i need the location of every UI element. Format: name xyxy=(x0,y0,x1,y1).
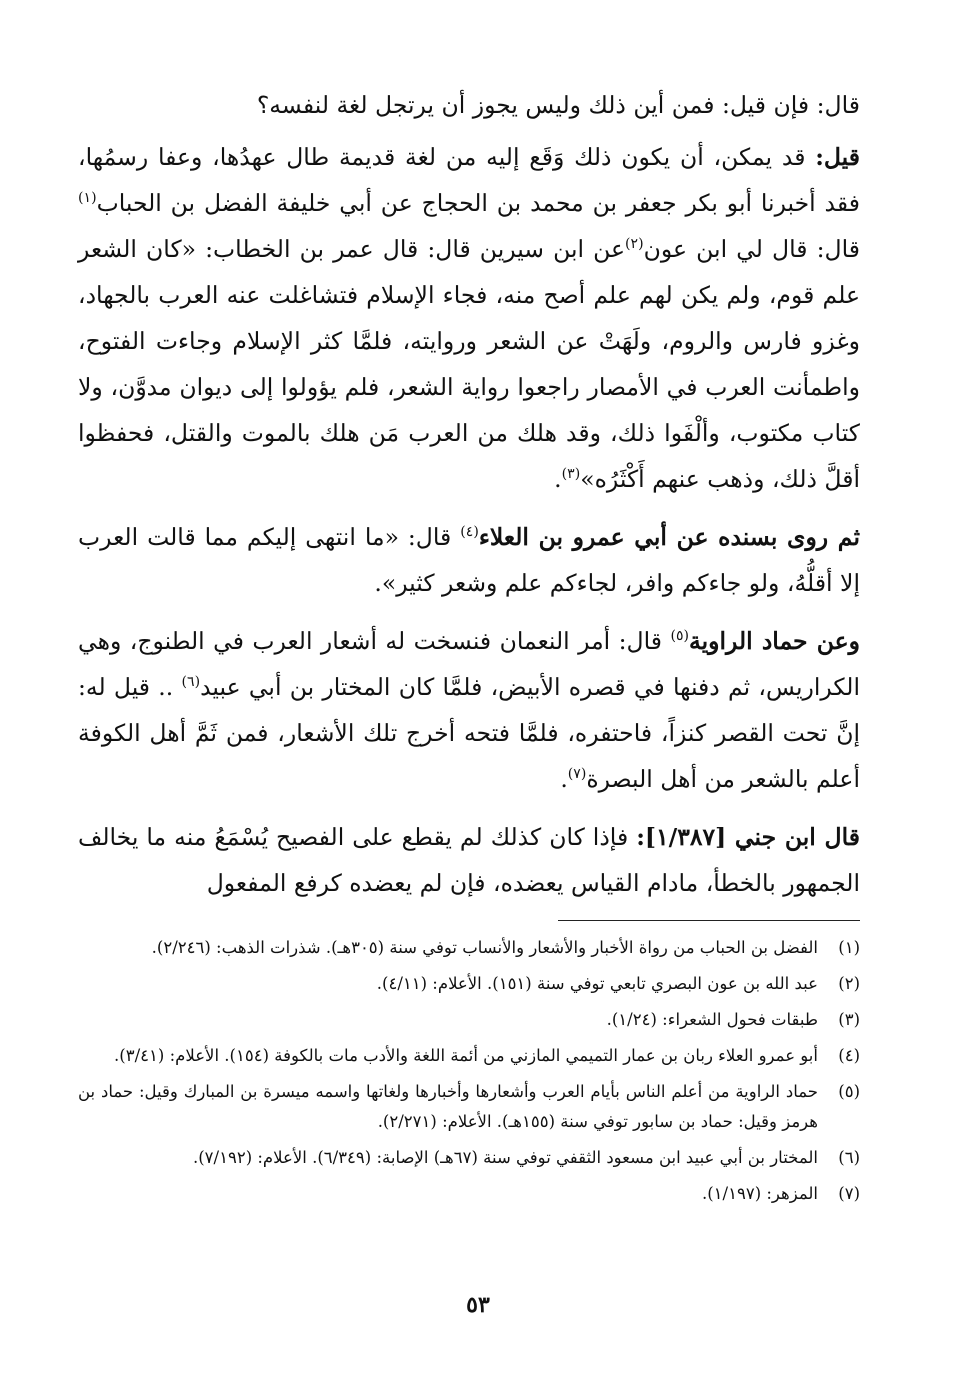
paragraph-text: . xyxy=(554,465,562,493)
paragraph xyxy=(78,618,860,802)
paragraph-text: قال: قال لي ابن عون xyxy=(643,235,860,263)
paragraph-lead: وعن حماد الراوية xyxy=(689,627,860,655)
footnote-ref: (٦) xyxy=(181,674,201,691)
footnote-text: عبد الله بن عون البصري تابعي توفي سنة (١٥١). الأعلام: (٤/١١). xyxy=(376,974,818,993)
footnote-text: حماد الراوية من أعلم الناس بأيام العرب وأشعارها وأخبارها ولغاتها واسمه ميسرة بن المبارك وقيل: حماد بن هرمز وقيل: حماد بن سابور توفي سنة (١٥٥هـ). الأعلام: (٢/٢٧١). xyxy=(78,1082,818,1131)
footnote-text: المختار بن أبي عبيد ابن مسعود الثقفي توفي سنة (٦٧هـ) الإصابة: (٦/٣٤٩). الأعلام: (٧/١٩٢). xyxy=(192,1148,818,1167)
footnote xyxy=(78,1005,860,1035)
paragraph-text: قال: أمر النعمان فنسخت له أشعار العرب في الطنوج، وهي الكراريس، ثم دفنها في قصره الأبيض، فلمَّا كان المختار بن أبي عبيد xyxy=(78,627,860,701)
paragraph-text: قال: «ما انتهى إليكم مما قالت العرب إلا أقلُّهُ، ولو جاءكم وافر، لجاءكم علم وشعر كثير». xyxy=(78,523,860,597)
paragraph-lead: قال ابن جني [١/٣٨٧]: xyxy=(636,823,861,851)
footnote-number: (٢) xyxy=(838,974,860,993)
footnote-text: طبقات فحول الشعراء: (١/٢٤). xyxy=(606,1010,818,1029)
paragraph-text: .. قيل له: إنَّ تحت القصر كنزاً، فاحتفره، فلمَّا فتحه أخرج تلك الأشعار، فمن ثَمَّ أهل الكوفة أعلم بالشعر من أهل البصرة xyxy=(78,673,860,793)
footnote-number: (٤) xyxy=(838,1046,860,1065)
page-number: ٥٣ xyxy=(466,1292,490,1318)
footnote xyxy=(78,1077,860,1137)
footnote-number: (٥) xyxy=(838,1082,860,1101)
footnote xyxy=(78,933,860,963)
footnote-ref: (٣) xyxy=(561,466,581,483)
footnote-ref: (٤) xyxy=(460,524,479,541)
footnote-text: الفضل بن الحباب من رواة الأخبار والأشعار والأنساب توفي سنة (٣٠٥هـ). شذرات الذهب: (٢/٢٤٦). xyxy=(151,938,818,957)
paragraph-text: فإذا كان كذلك لم يقطع على الفصيح يُسْمَعُ منه ما يخالف الجمهور بالخطأ، مادام القياس يعضده، فإن لم يعضده كرفع المفعول xyxy=(78,823,860,897)
footnotes xyxy=(78,933,860,1209)
footnote xyxy=(78,1143,860,1173)
footnote-text: المزهر: (١/١٩٧). xyxy=(701,1184,818,1203)
paragraph-text: قال: فإن قيل: فمن أين ذلك وليس يجوز أن يرتجل لغة لنفسه؟ xyxy=(256,91,860,119)
footnote-ref: (٧) xyxy=(567,766,587,783)
paragraph-lead: ثم روى بسنده عن أبي عمرو بن العلاء xyxy=(478,523,860,551)
paragraph-text: عن ابن سيرين قال: قال عمر بن الخطاب: «كان الشعر علم قوم، ولم يكن لهم علم أصح منه، فجاء الإسلام فتشاغلت عنه العرب بالجهاد، وغزو فارس والروم، ولَهَتْ عن الشعر وروايته، فلمَّا كثر الإسلام وجاءت الفتوح، واطمأنت العرب في الأمصار راجعوا رواية الشعر، فلم يؤولوا إلى ديوان مدوَّن، ولا كتاب مكتوب، وألْفَوا ذلك، وقد هلك من العرب مَن هلك بالموت والقتل، فحفظوا أقلَّ ذلك، وذهب عنهم أَكْثَرُه» xyxy=(78,235,860,493)
main-text xyxy=(78,82,860,906)
paragraph-text: . xyxy=(560,765,568,793)
paragraph-text: قد يمكن، أن يكون ذلك وَقَع إليه من لغة قديمة طال عهدُها، وعفا رسمُها، فقد أخبرنا أبو بكر جعفر بن محمد بن الحجاج عن أبي خليفة الفضل بن الحباب xyxy=(78,143,860,217)
footnote xyxy=(78,1179,860,1209)
paragraph xyxy=(78,814,860,906)
paragraph-lead: قيل: xyxy=(815,143,860,171)
footnote xyxy=(78,969,860,999)
footnote-number: (٣) xyxy=(838,1010,860,1029)
footnote-separator xyxy=(558,920,860,921)
paragraph xyxy=(78,82,860,128)
footnote-ref: (٥) xyxy=(670,628,690,645)
footnote-text: أبو عمرو العلاء ربان بن عمار التميمي المازني من أئمة اللغة والأدب مات بالكوفة (١٥٤). الأعلام: (٣/٤١). xyxy=(114,1046,818,1065)
footnote-ref: (٢) xyxy=(625,236,644,253)
book-page xyxy=(78,82,860,1322)
footnote-number: (١) xyxy=(838,938,860,957)
paragraph xyxy=(78,514,860,606)
footnote-number: (٧) xyxy=(838,1184,860,1203)
footnote xyxy=(78,1041,860,1071)
paragraph xyxy=(78,134,860,502)
footnote-ref: (١) xyxy=(78,190,97,207)
footnote-number: (٦) xyxy=(838,1148,860,1167)
